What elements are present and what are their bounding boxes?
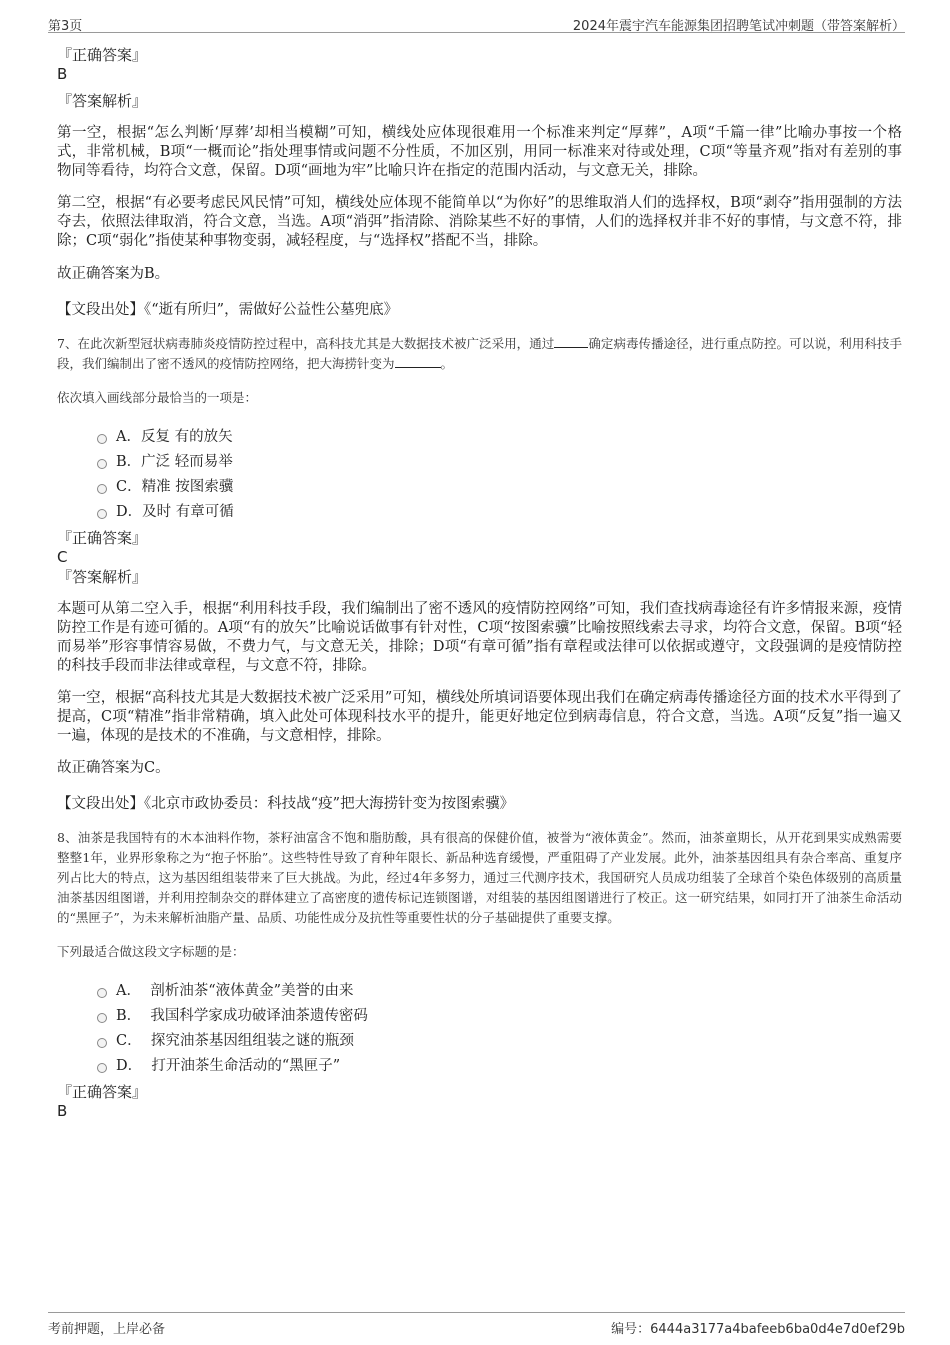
radio-icon[interactable] <box>97 1013 107 1023</box>
page-number: 第3页 <box>48 19 83 34</box>
analysis-label: 『答案解析』 <box>57 568 148 586</box>
source-citation: 【文段出处】《“逝有所归”，需做好公益性公墓兜底》 <box>57 302 399 318</box>
answer-label: 『正确答案』 <box>57 46 148 64</box>
radio-icon[interactable] <box>97 459 107 469</box>
radio-icon[interactable] <box>97 434 107 444</box>
page-content <box>57 46 902 1121</box>
analysis-paragraph: 第一空，根据“高科技尤其是大数据技术被广泛采用”可知，横线处所填词语要体现出我们在确定病毒传播途径方面的技术水平得到了提高，C项“精准”指非常精确，填入此处可体现科技水平的提升，能更好地定位到病毒信息，符合文意，当选。A项“反复”指一遍又一遍，体现的是技术的不准确，与文意相悖，排除。 <box>57 690 902 744</box>
fill-blank <box>395 355 441 368</box>
fill-blank <box>554 335 588 348</box>
analysis-paragraph: 第二空，根据“有必要考虑民风民情”可知，横线处应体现不能简单以“为你好”的思维取消人们的选择权，B项“剥夺”指用强制的方法夺去，依照法律取消，符合文意，当选。A项“消弭”指清除、消除某些不好的事情，人们的选择权并非不好的事情，与文意不符，排除；C项“弱化”指使某种事物变弱，减轻程度，与“选择权”搭配不当，排除。 <box>57 195 902 249</box>
document-title: 2024年震宇汽车能源集团招聘笔试冲刺题（带答案解析） <box>572 19 905 34</box>
option-a[interactable]: A． 剖析油茶“液体黄金”美誉的由来 <box>97 979 902 1004</box>
option-b[interactable]: B． 我国科学家成功破译油茶遗传密码 <box>97 1004 902 1029</box>
analysis-conclusion: 故正确答案为C。 <box>57 760 170 776</box>
analysis-paragraph: 本题可从第二空入手，根据“利用科技手段，我们编制出了密不透风的疫情防控网络”可知，我们查找病毒途径有许多情报来源，疫情防控工作是有迹可循的。A项“有的放矢”比喻说话做事有针对性，C项“按图索骥”比喻按照线索去寻求，均符合文意，保留。B项“轻而易举”形容事情容易做，不费力气，与文意无关，排除；D项“有章可循”指有章程或法律可以依据或遵守，文段强调的是疫情防控的科技手段而非法律或章程，与文意不符，排除。 <box>57 601 902 674</box>
radio-icon[interactable] <box>97 1038 107 1048</box>
question-8-prompt: 下列最适合做这段文字标题的是： <box>57 944 245 959</box>
page-header <box>48 12 905 33</box>
radio-icon[interactable] <box>97 484 107 494</box>
radio-icon[interactable] <box>97 988 107 998</box>
radio-icon[interactable] <box>97 1063 107 1073</box>
source-citation: 【文段出处】《北京市政协委员：科技战“疫”把大海捞针变为按图索骥》 <box>57 796 515 812</box>
option-d[interactable]: D．及时 有章可循 <box>97 500 902 525</box>
answer-value: B <box>57 65 68 83</box>
question-text-part: 确定病毒传播途径，进行重点防控。可以说，利用科技手段，我们编制出了密不透风的疫情防控网络，把大海捞针变为 <box>57 336 902 371</box>
answer-label: 『正确答案』 <box>57 1083 148 1101</box>
answer-value: C <box>57 548 68 566</box>
analysis-label: 『答案解析』 <box>57 92 148 110</box>
radio-icon[interactable] <box>97 509 107 519</box>
option-a[interactable]: A．反复 有的放矢 <box>97 425 902 450</box>
option-b[interactable]: B．广泛 轻而易举 <box>97 450 902 475</box>
question-7-prompt: 依次填入画线部分最恰当的一项是： <box>57 390 258 405</box>
question-8-options <box>57 979 902 1079</box>
answer-label: 『正确答案』 <box>57 529 148 547</box>
question-text-part: 。 <box>440 356 454 371</box>
option-c[interactable]: C． 探究油茶基因组组装之谜的瓶颈 <box>97 1029 902 1054</box>
analysis-paragraph: 第一空，根据“怎么判断‘厚葬’却相当模糊”可知，横线处应体现很难用一个标准来判定“厚葬”，A项“千篇一律”比喻办事按一个格式，非常机械，B项“一概而论”指处理事情或问题不分性质，不加区别，用同一标准来对待或处理，C项“等量齐观”指对有差别的事物同等看待，均符合文意，保留。D项“画地为牢”比喻只许在指定的范围内活动，与文意无关，排除。 <box>57 125 902 179</box>
option-c[interactable]: C．精准 按图索骥 <box>97 475 902 500</box>
analysis-conclusion: 故正确答案为B。 <box>57 266 170 282</box>
footer-slogan: 考前押题，上岸必备 <box>48 1322 166 1337</box>
question-8-text: 8、油茶是我国特有的木本油料作物，茶籽油富含不饱和脂肪酸，具有很高的保健价值，被誉为“液体黄金”。然而，油茶童期长，从开花到果实成熟需要整整1年，业界形象称之为“抱子怀胎”。这些特性导致了育种年限长、新品种选育缓慢，严重阻碍了产业发展。此外，油茶基因组具有杂合率高、重复序列占比大的特点，这为基因组组装带来了巨大挑战。为此，经过4年多努力，通过三代测序技术，我国研究人员成功组装了全球首个染色体级别的高质量油茶基因组图谱，并利用控制杂交的群体建立了高密度的遗传标记连锁图谱，对组装的基因组图谱进行了校正。这一研究结果，如同打开了油茶生命活动的“黑匣子”，为未来解析油脂产量、品质、功能性成分及抗性等重要性状的分子基础提供了重要支撑。 <box>57 830 902 925</box>
option-d[interactable]: D． 打开油茶生命活动的“黑匣子” <box>97 1054 902 1079</box>
question-7-text <box>57 334 902 374</box>
answer-value: B <box>57 1102 68 1120</box>
document-id: 编号：6444a3177a4bafeeb6ba0d4e7d0ef29b <box>611 1322 905 1337</box>
question-7-options <box>57 425 902 525</box>
page-footer <box>48 1312 905 1335</box>
question-text-part: 7、在此次新型冠状病毒肺炎疫情防控过程中，高科技尤其是大数据技术被广泛采用，通过 <box>57 336 555 351</box>
